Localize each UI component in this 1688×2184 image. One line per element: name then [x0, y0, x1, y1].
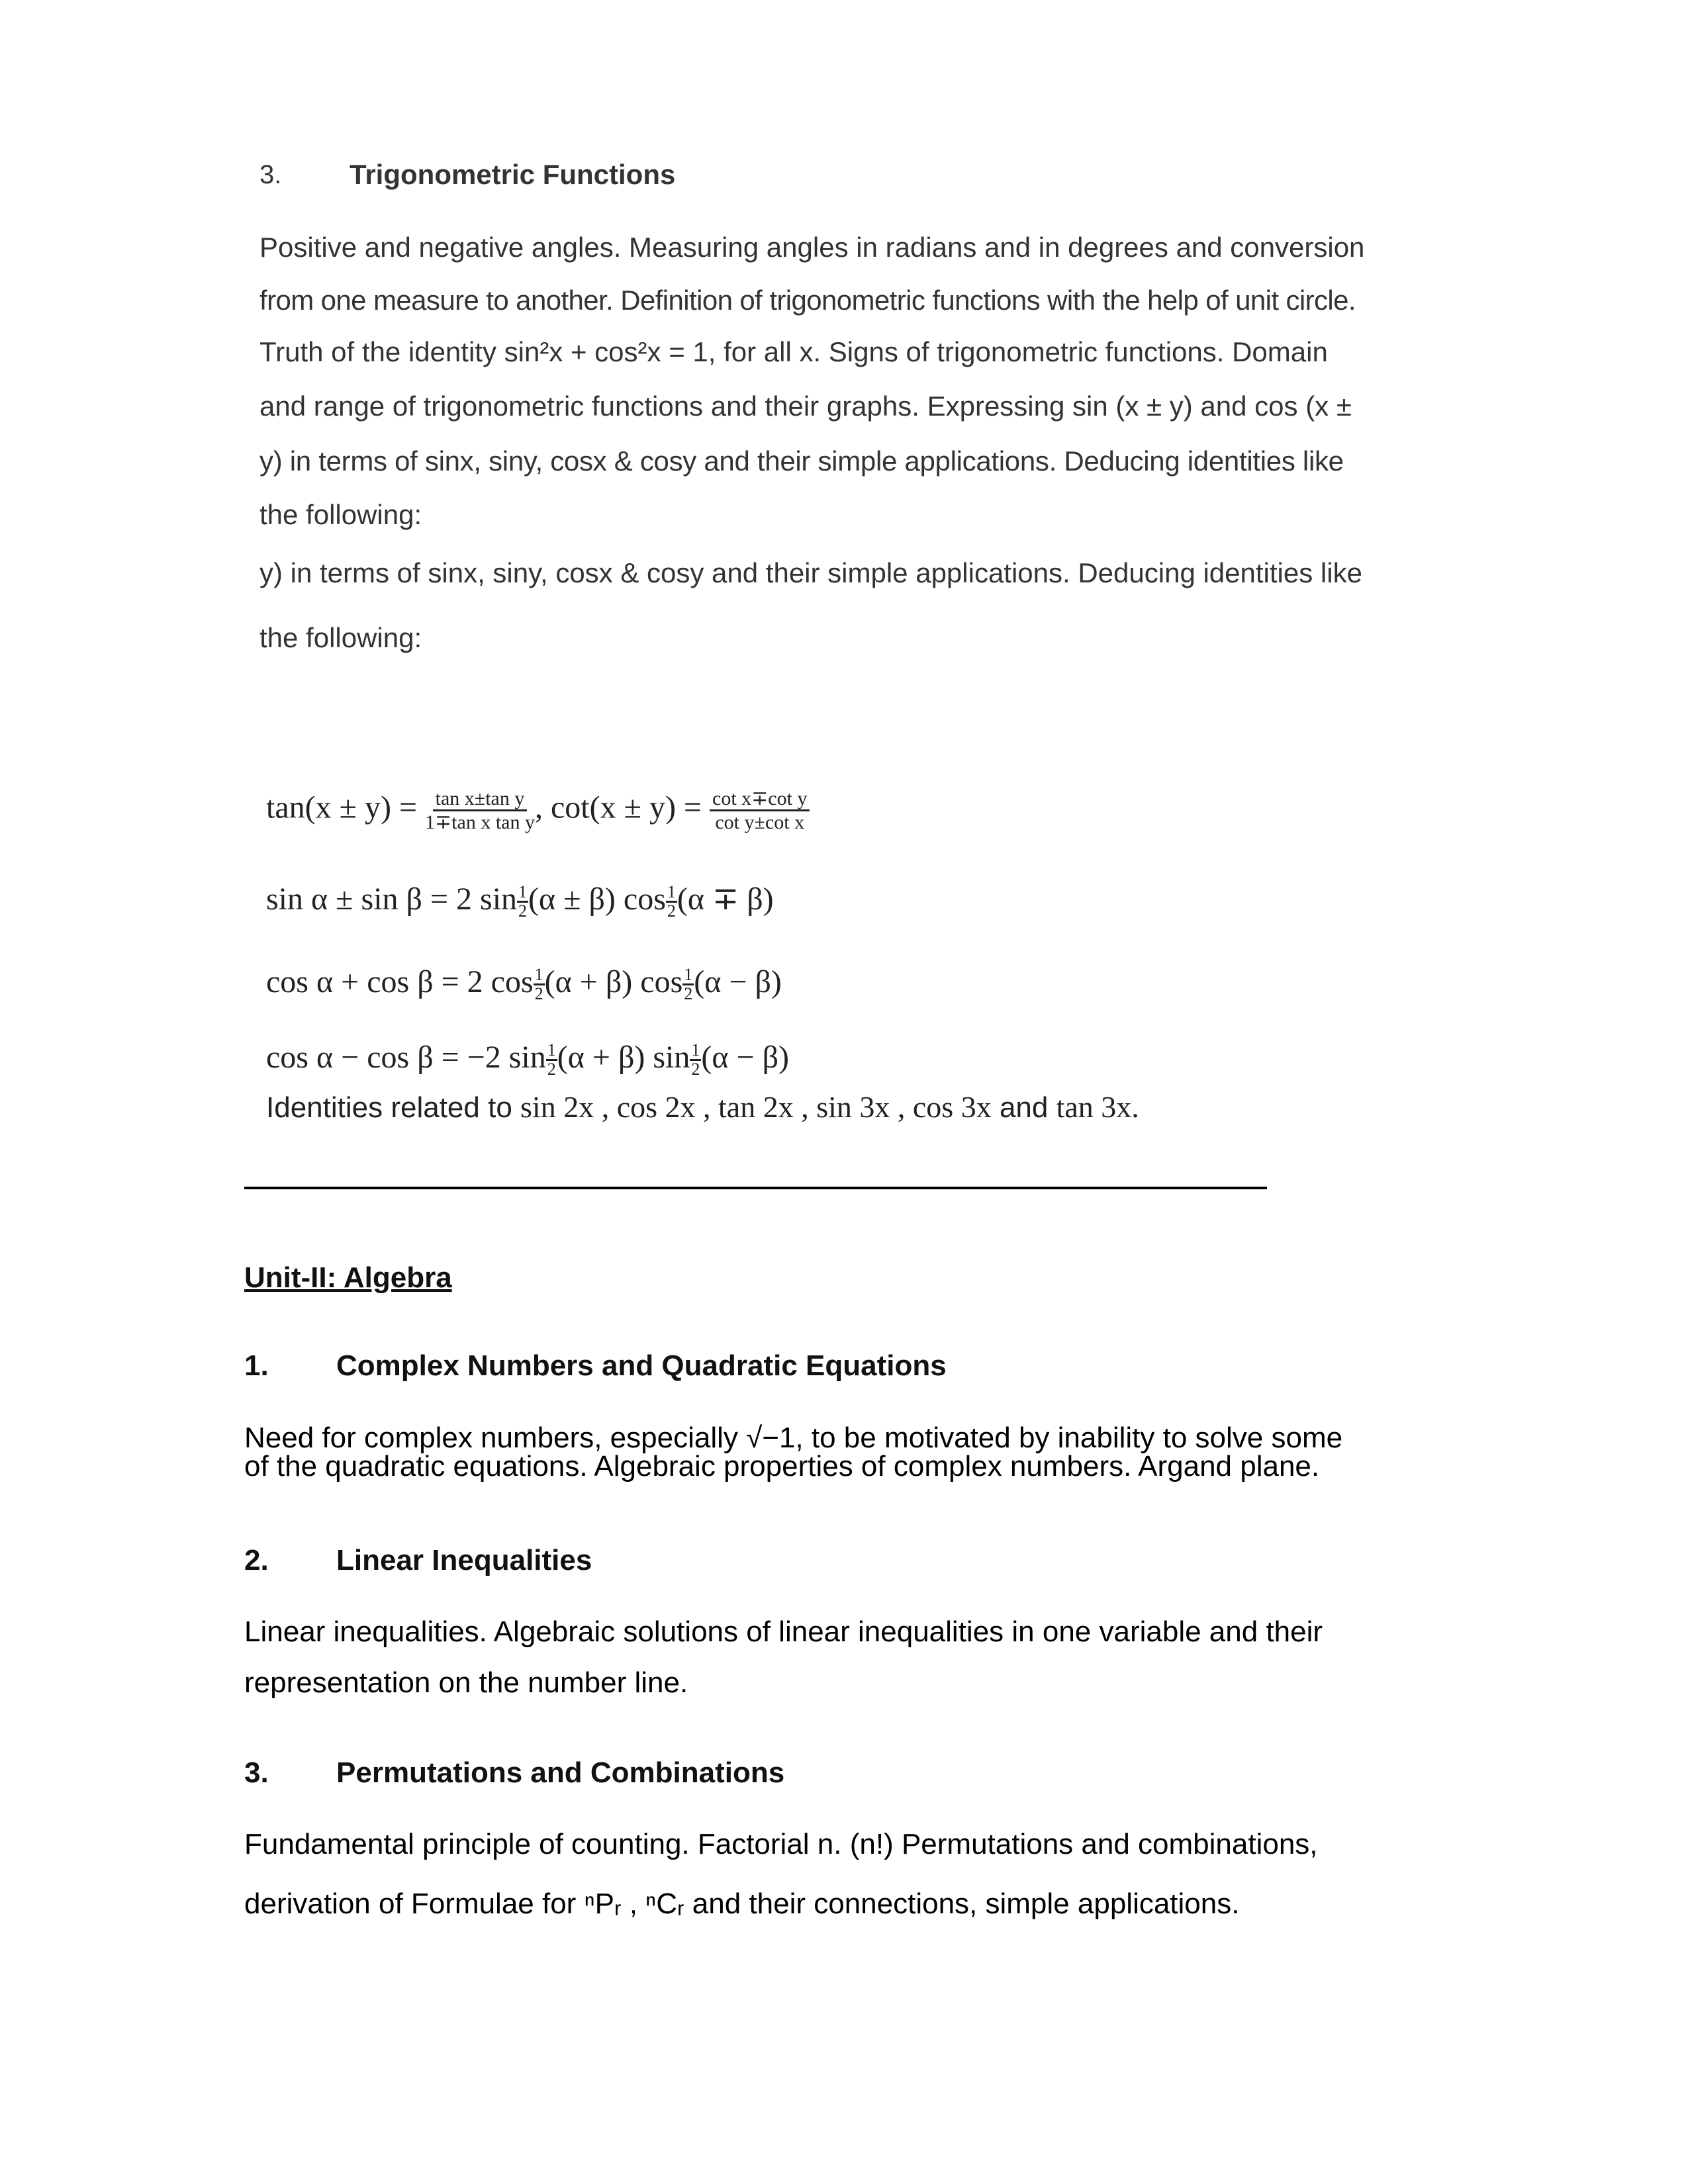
formula-cos-sum: cos α + cos β = 2 cos $\frac{1}{2}$ (α + β) cos $\frac{1}{2}$ (α − β)	[266, 964, 782, 1004]
paragraph-line: Positive and negative angles. Measuring angles in radians and in degrees and conversion	[259, 232, 1365, 263]
paragraph-line: Truth of the identity sin²x + cos²x = 1, for all x. Signs of trigonometric functions. Domain	[259, 336, 1328, 367]
paragraph-line: the following:	[259, 499, 422, 530]
paragraph-line: representation on the number line.	[244, 1666, 688, 1699]
section-title: Trigonometric Functions	[350, 159, 676, 190]
identities-line: Identities related to sin 2x , cos 2x , tan 2x , sin 3x , cos 3x and tan 3x.	[266, 1090, 1139, 1124]
cropped-repeat-line: y) in terms of sinx, siny, cosx & cosy and their simple applications. Deducing identities like	[259, 557, 1362, 588]
section-number: 3.	[259, 160, 282, 189]
paragraph-line: derivation of Formulae for ⁿPᵣ , ⁿCᵣ and their connections, simple applications.	[244, 1888, 1240, 1920]
divider	[244, 1187, 1267, 1189]
paragraph-line: y) in terms of sinx, siny, cosx & cosy and their simple applications. Deducing identities like	[259, 445, 1344, 477]
paragraph-line: the following:	[259, 622, 422, 653]
formula-tan-cot: tan(x ± y) = $\frac{\text{tan x±tan y}}{\text{1∓tan x tan y}}$ , cot(x ± y) = $\frac{\text{cot x∓cot y}}{\text{cot y±cot x}}$	[266, 788, 810, 833]
formula-sin-sum: sin α ± sin β = 2 sin $\frac{1}{2}$ (α ± β) cos $\frac{1}{2}$ (α ∓ β)	[266, 882, 774, 921]
paragraph-line: of the quadratic equations. Algebraic properties of complex numbers. Argand plane.	[244, 1450, 1320, 1482]
paragraph-line: from one measure to another. Definition of trigonometric functions with the help of unit circle.	[259, 285, 1356, 316]
paragraph-line: Need for complex numbers, especially √−1, to be motivated by inability to solve some	[244, 1422, 1343, 1454]
formula-cos-diff: cos α − cos β = −2 sin $\frac{1}{2}$ (α + β) sin $\frac{1}{2}$ (α − β)	[266, 1040, 789, 1079]
unit-title: Unit-II: Algebra	[244, 1261, 452, 1294]
section-number: 1.	[244, 1349, 269, 1382]
paragraph-line: and range of trigonometric functions and their graphs. Expressing sin (x ± y) and cos (x ±	[259, 390, 1352, 422]
section-title: Permutations and Combinations	[336, 1756, 785, 1789]
section-title: Linear Inequalities	[336, 1544, 592, 1576]
section-title: Complex Numbers and Quadratic Equations	[336, 1349, 947, 1382]
paragraph-line: Linear inequalities. Algebraic solutions of linear inequalities in one variable and their	[244, 1615, 1323, 1648]
section-number: 2.	[244, 1544, 269, 1576]
section-number: 3.	[244, 1756, 269, 1789]
paragraph-line: Fundamental principle of counting. Factorial n. (n!) Permutations and combinations,	[244, 1828, 1318, 1860]
